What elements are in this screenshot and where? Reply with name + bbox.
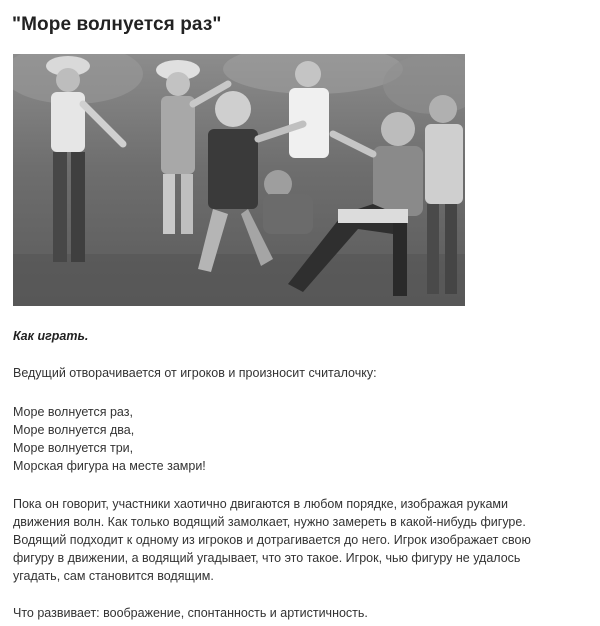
how-to-play-heading: Как играть. (13, 329, 89, 343)
rules-line: Водящий подходит к одному из игроков и дотрагивается до него. Игрок изображает свою (13, 533, 531, 547)
rules-line: Пока он говорит, участники хаотично двигаются в любом порядке, изображая руками (13, 497, 508, 511)
article-title: "Море волнуется раз" (12, 14, 222, 35)
intro-paragraph: Ведущий отворачивается от игроков и произносит считалочку: (13, 366, 377, 380)
develops-paragraph: Что развивает: воображение, спонтанность и артистичность. (13, 606, 368, 620)
rhyme-line: Морская фигура на месте замри! (13, 459, 206, 473)
rhyme-line: Море волнуется раз, (13, 405, 133, 419)
rules-paragraph (13, 495, 531, 585)
rules-line: угадать, сам становится водящим. (13, 569, 214, 583)
rhyme-line: Море волнуется два, (13, 423, 135, 437)
rules-line: движения волн. Как только водящий замолкает, нужно замереть в какой-нибудь фигуре. (13, 515, 526, 529)
children-playing-photo (13, 54, 465, 306)
counting-rhyme (13, 403, 206, 475)
rhyme-line: Море волнуется три, (13, 441, 134, 455)
rules-line: фигуру в движении, а водящий угадывает, что это такое. Игрок, чью фигуру не удалось (13, 551, 521, 565)
